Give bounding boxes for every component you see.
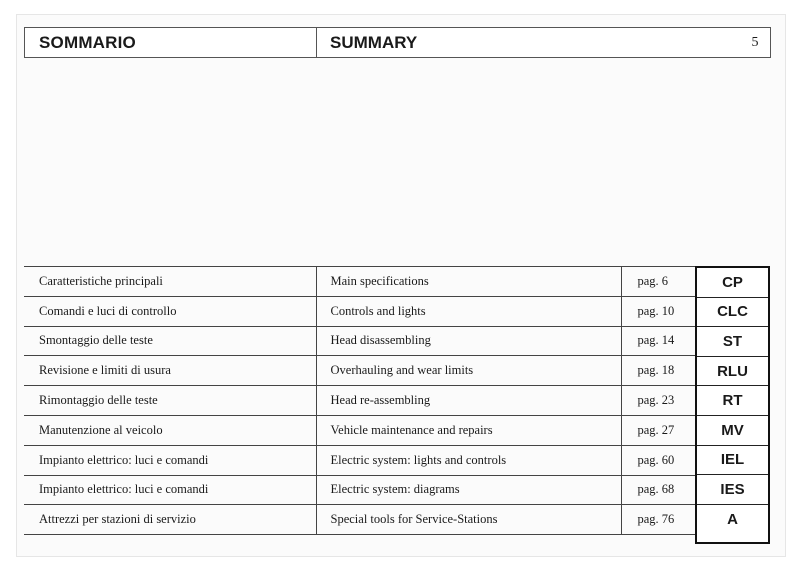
contents-row [24, 267, 695, 297]
english-title: Overhauling and wear limits [316, 356, 621, 386]
english-title: Electric system: diagrams [316, 475, 621, 505]
english-title: Electric system: lights and controls [316, 445, 621, 475]
page-ref: pag. 60 [621, 445, 695, 475]
contents-row [24, 445, 695, 475]
title-italian: SOMMARIO [25, 28, 317, 57]
contents-row [24, 415, 695, 445]
page-ref: pag. 23 [621, 386, 695, 416]
english-title: Special tools for Service-Stations [316, 505, 621, 535]
italian-title: Smontaggio delle teste [24, 326, 316, 356]
italian-title: Manutenzione al veicolo [24, 415, 316, 445]
page-ref: pag. 76 [621, 505, 695, 535]
contents-table [24, 266, 695, 535]
contents-row [24, 326, 695, 356]
section-code: CP [697, 268, 768, 298]
page-ref: pag. 27 [621, 415, 695, 445]
english-title: Main specifications [316, 267, 621, 297]
contents-row [24, 296, 695, 326]
title-english: SUMMARY [330, 32, 418, 52]
page-ref: pag. 14 [621, 326, 695, 356]
section-code: RLU [697, 357, 768, 387]
italian-title: Attrezzi per stazioni di servizio [24, 505, 316, 535]
page-ref: pag. 10 [621, 296, 695, 326]
italian-title: Impianto elettrico: luci e comandi [24, 445, 316, 475]
italian-title: Rimontaggio delle teste [24, 386, 316, 416]
section-code: MV [697, 416, 768, 446]
english-title: Controls and lights [316, 296, 621, 326]
page-number: 5 [751, 34, 759, 50]
italian-title: Impianto elettrico: luci e comandi [24, 475, 316, 505]
page-ref: pag. 68 [621, 475, 695, 505]
english-title: Vehicle maintenance and repairs [316, 415, 621, 445]
section-code: A [727, 511, 738, 529]
contents-row [24, 356, 695, 386]
section-code: IEL [697, 446, 768, 476]
english-title: Head disassembling [316, 326, 621, 356]
summary-header [24, 27, 771, 58]
page-ref: pag. 18 [621, 356, 695, 386]
italian-title: Caratteristiche principali [24, 267, 316, 297]
contents-row [24, 505, 695, 535]
contents-row [24, 386, 695, 416]
page-ref: pag. 6 [621, 267, 695, 297]
italian-title: Revisione e limiti di usura [24, 356, 316, 386]
section-code: IES [697, 475, 768, 505]
section-code: ST [697, 327, 768, 357]
section-code-box [695, 266, 770, 544]
section-code: CLC [697, 298, 768, 328]
section-code: RT [697, 386, 768, 416]
english-title: Head re-assembling [316, 386, 621, 416]
contents-row [24, 475, 695, 505]
italian-title: Comandi e luci di controllo [24, 296, 316, 326]
